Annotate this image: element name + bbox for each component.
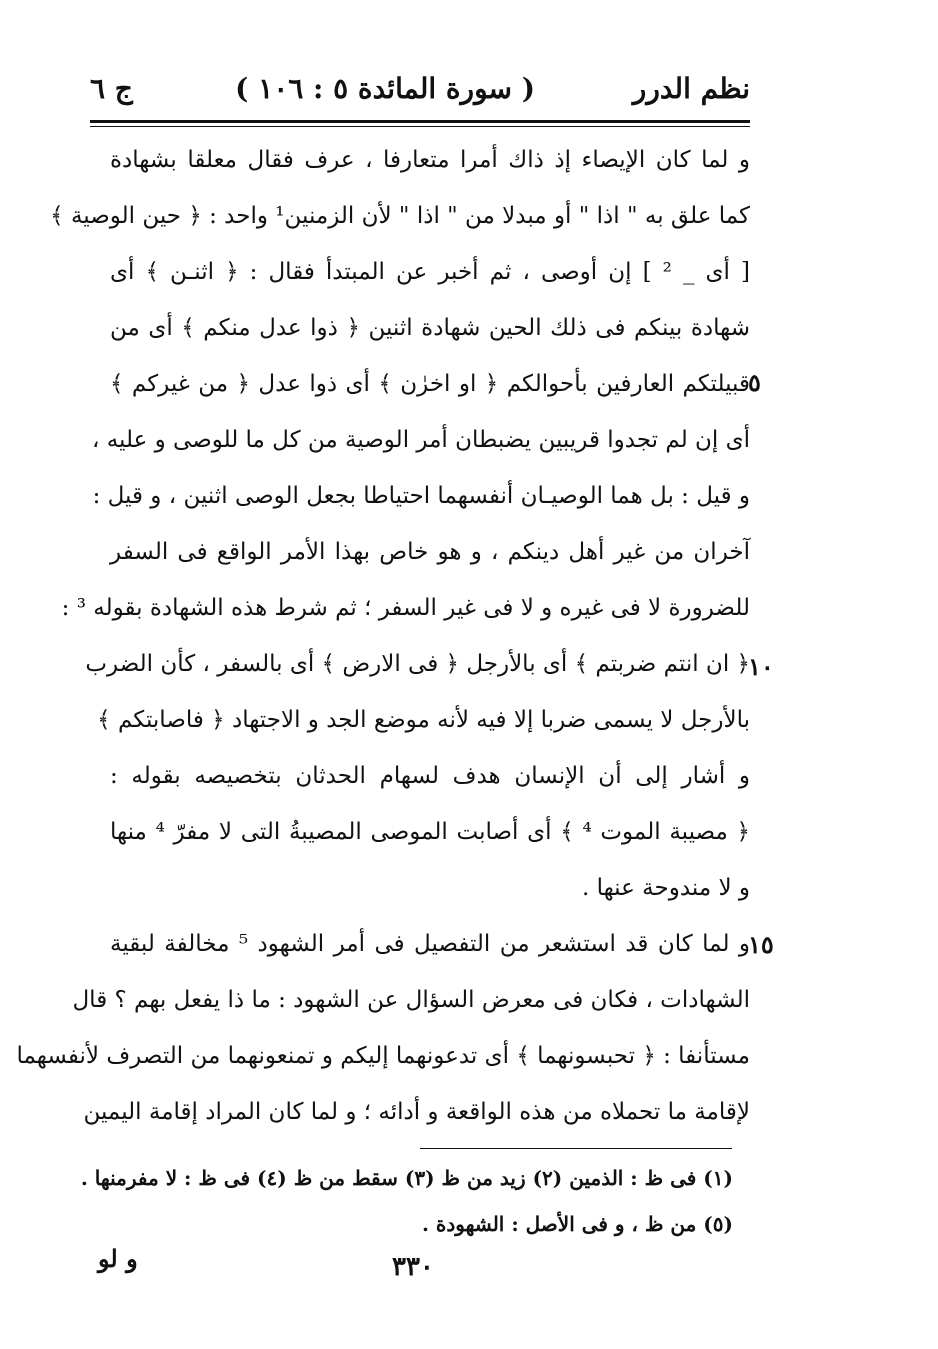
text-line: شهادة بينكم فى ذلك الحين شهادة اثنين ﴿ ذوا عدل منكم ﴾ أى من: [110, 315, 750, 341]
text-line: آخران من غير أهل دينكم ، و هو خاص بهذا الأمر الواقع فى السفر: [110, 539, 750, 565]
text-line: ﴿ ان انتم ضربتم ﴾ أى بالأرجل ﴿ فى الارض ﴾ أى بالسفر ، كأن الضرب: [85, 651, 750, 677]
line-number: ١٠: [748, 652, 774, 681]
header-rule-thick: [90, 120, 750, 123]
page-number: ٣٣٠: [392, 1252, 434, 1282]
text-line: بالأرجل لا يسمى ضربا إلا فيه لأنه موضع الجد و الاجتهاد ﴿ فاصابتكم ﴾: [97, 707, 750, 733]
line-number: ٥: [748, 368, 761, 397]
text-line: مستأنفا : ﴿ تحبسونهما ﴾ أى تدعونهما إليكم و تمنعونهما من التصرف لأنفسهما: [16, 1043, 750, 1069]
text-line: و قيل : بل هما الوصيـان أنفسهما احتياطا بجعل الوصى اثنين ، و قيل :: [92, 483, 750, 509]
text-line: و لما كان قد استشعر من التفصيل فى أمر الشهود ⁵ مخالفة لبقية: [110, 931, 750, 957]
surah-reference: ( سورة المائدة ٥ : ١٠٦ ): [235, 72, 535, 105]
footnote-rule: [420, 1148, 732, 1149]
book-title: نظم الدرر: [632, 72, 750, 105]
text-line: لإقامة ما تحملاه من هذه الواقعة و أدائه ؛ و لما كان المراد إقامة اليمين: [83, 1099, 750, 1125]
line-number: ١٥: [748, 930, 774, 959]
catchword: و لو: [98, 1244, 138, 1273]
text-line: للضرورة لا فى غيره و لا فى غير السفر ؛ ثم شرط هذه الشهادة بقوله ³ :: [61, 595, 750, 621]
text-line: و أشار إلى أن الإنسان هدف لسهام الحدثان بتخصيصه بقوله :: [110, 763, 750, 789]
text-line: أى إن لم تجدوا قريبين يضبطان أمر الوصية من كل ما للوصى و عليه ،: [91, 427, 750, 453]
text-line: ﴿ مصيبة الموت ⁴ ﴾ أى أصابت الموصى المصيبةُ التى لا مفرّ ⁴ منها: [110, 819, 750, 845]
footnote-line: (١) فى ظ : الذمين (٢) زيد من ظ (٣) سقط من ظ (٤) فى ظ : لا مفرمنها .: [80, 1166, 733, 1190]
text-line: كما علق به " اذا " أو مبدلا من " اذا " لأن الزمنين¹ واحد : ﴿ حين الوصية ﴾: [50, 203, 750, 229]
text-line: و لا مندوحة عنها .: [581, 875, 750, 901]
text-line: الشهادات ، فكان فى معرض السؤال عن الشهود : ما ذا يفعل بهم ؟ قال: [72, 987, 750, 1013]
running-header: [90, 72, 750, 112]
header-rule-thin: [90, 126, 750, 127]
text-line: [ أى _ ² ] إن أوصى ، ثم أخبر عن المبتدأ فقال : ﴿ اثنـن ﴾ أى: [110, 259, 750, 285]
text-line: قبيلتكم العارفين بأحوالكم ﴿ او اخرٰن ﴾ أى ذوا عدل ﴿ من غيركم ﴾: [110, 371, 750, 397]
text-line: و لما كان الإيصاء إذ ذاك أمرا متعارفا ، عرف فقال معلقا بشهادة: [110, 147, 750, 173]
footnote-line: (٥) من ظ ، و فى الأصل : الشهودة .: [422, 1212, 733, 1236]
part-number: ج ٦: [90, 72, 133, 105]
